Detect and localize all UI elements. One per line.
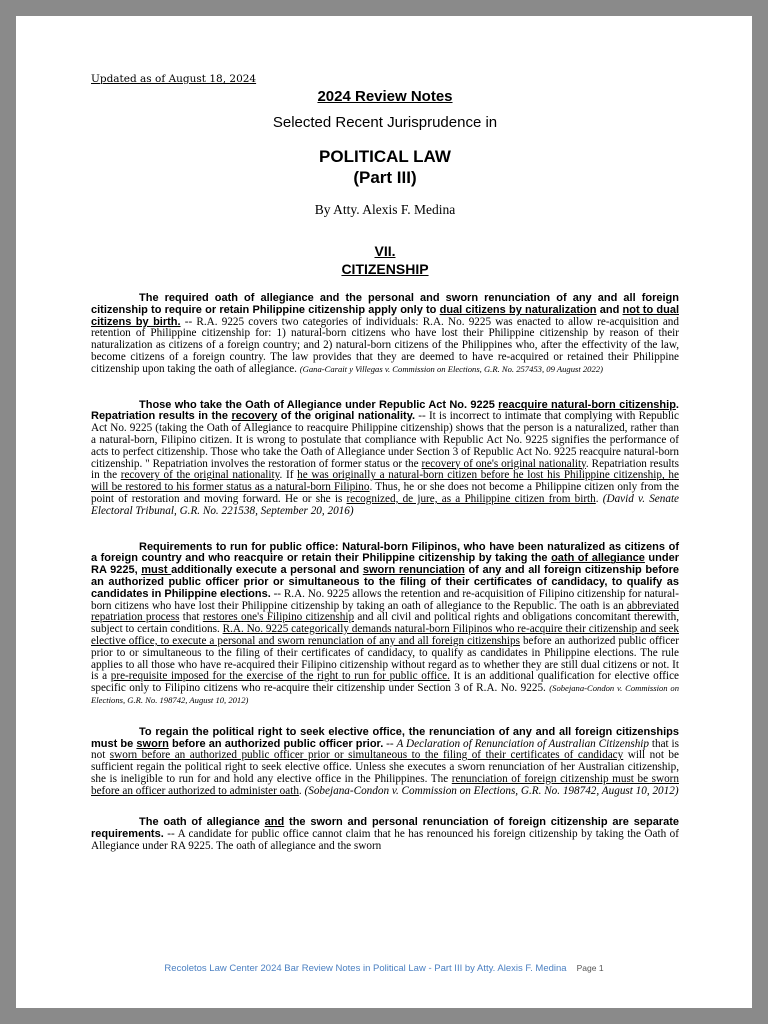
body-text: -- R.A. No. 9225 allows the retention and re-acquisition of Filipino citizenship for natural-born citizens who have lost their Philippine citizenship by taking an oath of allegiance to the Republic. The oath is an xyxy=(91,587,679,612)
part-title: (Part III) xyxy=(353,168,417,187)
document-title: 2024 Review Notes xyxy=(317,88,453,105)
underlined-bold-text: sworn renunciation xyxy=(362,564,465,577)
bold-text: and xyxy=(596,303,623,316)
underlined-bold-text: dual citizens by naturalization xyxy=(439,303,597,316)
body-text: -- A candidate for public office cannot claim that he has renounced his foreign citizenship by taking the Oath of Allegiance under RA 9225. The oath of allegiance and the sworn xyxy=(91,828,679,853)
paragraph-separate-requirements xyxy=(91,817,679,852)
document-subtitle: Selected Recent Jurisprudence in xyxy=(272,114,498,131)
bold-text: the sworn and personal renunciation of foreign citizenship are separate requirements. xyxy=(91,816,679,841)
author-line: By Atty. Alexis F. Medina xyxy=(314,202,456,217)
page-number: Page 1 xyxy=(576,963,604,973)
bold-text: . Repatriation results in the xyxy=(91,398,679,423)
document-page xyxy=(16,16,752,1008)
underlined-bold-text: reacquire natural-born citizenship xyxy=(498,398,676,411)
case-citation: (David v. Senate Electoral Tribunal, G.R. No. 221538, September 20, 2016) xyxy=(91,492,680,517)
paragraph-public-office-requirements xyxy=(91,542,679,707)
bold-text: To regain the political right to seek elective office, the renunciation of any and all foreign citizenships must be xyxy=(91,725,679,750)
subject-heading xyxy=(91,146,679,188)
body-text: -- It is incorrect to intimate that complying with Republic Act No. 9225 (taking the Oath of Allegiance to reacquire Philippine citizenship) shows that the person is a naturalized, rather than a natural-born, Filipino citizen. It is wrong to postulate that compliance with Republic Act No. 9225 signifies the performance of acts to perfect citizenship. Those who take the Oath of Allegiance under Section 3 of Republic Act No. 9225 reacquire natural-born citizenship. " Repatriation involves the restoration of former status or the xyxy=(91,410,680,470)
bold-text: of the original nationality. xyxy=(277,410,416,423)
underlined-bold-text: sworn xyxy=(136,737,169,750)
section-name: CITIZENSHIP xyxy=(341,261,429,277)
section-number: VII. xyxy=(374,243,396,259)
underlined-text: sworn before an authorized public officer prior or simultaneous to the filing of their certificates of candidacy xyxy=(109,749,624,762)
underlined-bold-text: must xyxy=(141,564,172,577)
underlined-text: recovery of one's original nationality xyxy=(421,457,586,470)
bold-text: before an authorized public officer prior. xyxy=(168,737,384,750)
case-citation: (Sobejana-Condon v. Commission on Elections, G.R. No. 198742, August 10, 2012) xyxy=(304,784,679,797)
underlined-text: renunciation of foreign citizenship must be sworn before an officer authorized to administer oath xyxy=(91,772,679,797)
footer-text: Recoletos Law Center 2024 Bar Review Notes in Political Law - Part III by Atty. Alexis F. Medina xyxy=(164,963,567,974)
bold-text: Those who take the Oath of Allegiance under Republic Act No. 9225 xyxy=(139,398,499,411)
body-text: and all civil and political rights and obligations concomitant therewith, subject to certain conditions. xyxy=(91,611,679,636)
body-text: that is not xyxy=(91,737,680,762)
body-text: . If xyxy=(279,469,298,482)
body-text: -- xyxy=(383,737,397,750)
paragraph-dual-citizens xyxy=(91,293,679,376)
bold-text: The required oath of allegiance and the personal and sworn renunciation of any and all foreign citizenship to require or retain Philippine citizenship apply only to xyxy=(91,292,679,316)
underlined-text: pre-requisite imposed for the exercise of the right to run for public office. xyxy=(110,670,450,683)
paragraph-oath-of-allegiance xyxy=(91,400,679,518)
case-citation: (Gana-Carait y Villegas v. Commission on Elections, G.R. No. 257453, 09 August 2022) xyxy=(299,363,603,374)
body-text: . Thus, he or she does not become a Philippine citizen only from the point of restoration and moving forward. He or she is xyxy=(91,481,679,505)
bold-text: additionally execute a personal and xyxy=(171,564,363,577)
underlined-text: recovery of the original nationality xyxy=(120,469,280,482)
underlined-text: R.A. No. 9225 categorically demands natural-born Filipinos who re-acquire their citizenship and seek elective office, to execute a personal and sworn renunciation of any and all foreign citizenships xyxy=(91,623,679,647)
bold-text: Requirements to run for public office: Natural-born Filipinos, who have been naturalized as citizens of a foreign country and who reacquire or retain their Philippine citizenship by taking the xyxy=(91,540,679,565)
updated-date: Updated as of August 18, 2024 xyxy=(91,73,257,85)
underlined-bold-text: and xyxy=(264,816,285,829)
page-footer xyxy=(16,963,752,974)
underlined-bold-text: recovery xyxy=(231,410,278,423)
body-text: before an authorized public officer prior to or simultaneous to the filing of their certificates of candidacy, to qualify as candidates in Philippine elections. The rule applies to all those who have re-acquired their Filipino citizenship without regard as to whether they are still dual citizens or not. It is a xyxy=(91,634,679,683)
case-citation: (Sobejana-Condon v. Commission on Elections, G.R. No. 198742, August 10, 2012) xyxy=(91,683,679,705)
underlined-bold-text: not to dual citizens by birth. xyxy=(91,303,679,328)
underlined-text: recognized, de jure, as a Philippine citizen from birth xyxy=(346,492,596,505)
paragraph-sworn-renunciation xyxy=(91,727,679,798)
italic-text: A Declaration of Renunciation of Australian Citizenship xyxy=(396,737,649,750)
section-heading xyxy=(91,242,679,278)
body-text: . Repatriation results in the xyxy=(91,457,679,482)
body-text: . xyxy=(595,492,603,505)
subject-title: POLITICAL LAW xyxy=(319,147,451,166)
bold-text: The oath of allegiance xyxy=(139,816,265,829)
bold-text: under RA 9225, xyxy=(91,552,679,577)
body-text: that xyxy=(179,611,203,624)
underlined-text: restores one's Filipino citizenship xyxy=(202,611,355,624)
bold-text: of any and all foreign citizenship before an authorized public officer prior or simultaneous to the filing of their certificates of candidacy, to qualify as candidates in Philippine elections. xyxy=(91,564,679,600)
underlined-bold-text: oath of allegiance xyxy=(551,552,645,565)
underlined-text: abbreviated repatriation process xyxy=(91,599,679,624)
page-content xyxy=(91,73,679,853)
body-text: . xyxy=(298,784,305,797)
underlined-text: he was originally a natural-born citizen before he lost his Philippine citizenship, he will be restored to his former status as a natural-born Filipino xyxy=(91,469,679,494)
body-text: will not be sufficient regain the political right to seek elective office. Unless she executes a sworn renunciation of her Australian citizenship, she is ineligible to run for and hold any elective office in the Philippines. The xyxy=(91,749,679,785)
body-text: It is an additional qualification for elective office specific only to Filipino citizens who re-acquire their citizenship under Section 3 of R.A. No. 9225. xyxy=(91,670,680,695)
body-text: -- R.A. 9225 covers two categories of individuals: R.A. No. 9225 was enacted to allow re-acquisition and retention of Philippine citizenship for: 1) natural-born citizens who have lost their Philippine citizenship by reason of their naturalization as citizens of a foreign country; and 2) natural-born citizens of the Philippines who, after the effectivity of the law, become citizens of a foreign country. The law provides that they are deemed to have re-acquired or retained their Philippine citizenship upon taking the oath of allegiance. xyxy=(91,315,679,375)
